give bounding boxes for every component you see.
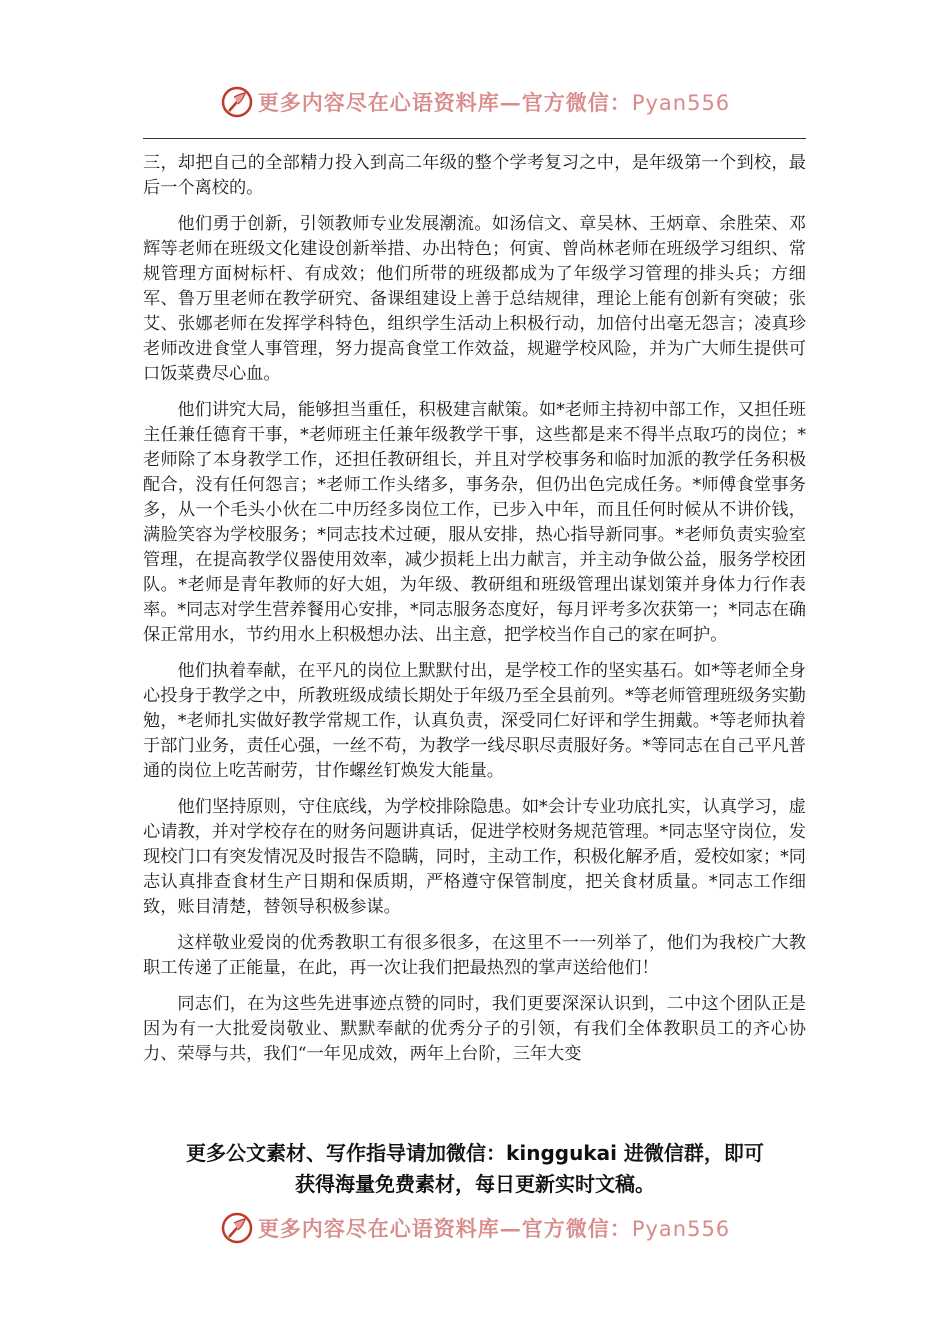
- paragraph: 他们执着奉献，在平凡的岗位上默默付出，是学校工作的坚实基石。如*等老师全身心投身于教学之中，所教班级成绩长期处于年级乃至全县前列。*等老师管理班级务实勤勉，*老师扎实做好教学常规工作，认真负责，深受同仁好评和学生拥戴。*等老师执着于部门业务，责任心强，一丝不苟，为教学一线尽职尽责服好务。*等同志在自己平凡普通的岗位上吃苦耐劳，甘作螺丝钉焕发大能量。: [143, 661, 806, 781]
- banner-account: Pyan556: [631, 91, 731, 115]
- paragraph: 这样敬业爱岗的优秀教职工有很多很多，在这里不一一列举了，他们为我校广大教职工传递了正能量，在此，再一次让我们把最热烈的掌声送给他们！: [143, 933, 806, 978]
- footer-banner: [0, 1208, 950, 1248]
- document-body: [143, 151, 806, 1119]
- header-banner: [0, 82, 950, 122]
- header-divider: [143, 138, 806, 139]
- paragraph: 他们勇于创新，引领教师专业发展潮流。如汤信文、章吴林、王炳章、余胜荣、邓辉等老师在班级文化建设创新举措、办出特色；何寅、曾尚林老师在班级学习组织、常规管理方面树标杆、有成效；他们所带的班级都成为了年级学习管理的排头兵；方细军、鲁万里老师在教学研究、备课组建设上善于总结规律，理论上能有创新有突破；张艾、张娜老师在发挥学科特色，组织学生活动上积极行动，加倍付出毫无怨言；凌真珍老师改进食堂人事管理，努力提高食堂工作效益，规避学校风险，并为广大师生提供可口饭菜费尽心血。: [143, 214, 806, 384]
- promo-line-2: 获得海量免费素材，每日更新实时文稿。: [295, 1172, 655, 1196]
- promo-notice: [130, 1138, 820, 1200]
- paragraph: 三，却把自己的全部精力投入到高二年级的整个学考复习之中，是年级第一个到校，最后一个离校的。: [143, 153, 806, 198]
- banner-text: 更多内容尽在心语资料库—官方微信：Pyan556: [257, 90, 731, 115]
- quill-logo-icon: [220, 1211, 254, 1245]
- paragraph: 他们坚持原则，守住底线，为学校排除隐患。如*会计专业功底扎实，认真学习，虚心请教，并对学校存在的财务问题讲真话，促进学校财务规范管理。*同志坚守岗位，发现校门口有突发情况及时报告不隐瞒，同时，主动工作，积极化解矛盾，爱校如家；*同志认真排查食材生产日期和保质期，严格遵守保管制度，把关食材质量。*同志工作细致，账目清楚，替领导积极参谋。: [143, 797, 806, 917]
- banner-account: Pyan556: [631, 1217, 731, 1241]
- quill-logo-icon: [220, 85, 254, 119]
- paragraph: 他们讲究大局，能够担当重任，积极建言献策。如*老师主持初中部工作，又担任班主任兼任德育干事，*老师班主任兼年级教学干事，这些都是来不得半点取巧的岗位；*老师除了本身教学工作，还担任教研组长，并且对学校事务和临时加派的教学任务积极配合，没有任何怨言；*老师工作头绪多，事务杂，但仍出色完成任务。*师傅食堂事务多，从一个毛头小伙在二中历经多岗位工作，已步入中年，而且任何时候从不讲价钱，满脸笑容为学校服务；*同志技术过硬，服从安排，热心指导新同事。*老师负责实验室管理，在提高教学仪器使用效率，减少损耗上出力献言，并主动争做公益，服务学校团队。*老师是青年教师的好大姐，为年级、教研组和班级管理出谋划策并身体力行作表率。*同志对学生营养餐用心安排，*同志服务态度好，每月评考多次获第一；*同志在确保正常用水，节约用水上积极想办法、出主意，把学校当作自己的家在呵护。: [143, 400, 806, 645]
- paragraph: 同志们，在为这些先进事迹点赞的同时，我们更要深深认识到，二中这个团队正是因为有一大批爱岗敬业、默默奉献的优秀分子的引领，有我们全体教职员工的齐心协力、荣辱与共，我们“一年见成效，两年上台阶，三年大变: [143, 994, 806, 1064]
- banner-text: 更多内容尽在心语资料库—官方微信：Pyan556: [257, 1216, 731, 1241]
- promo-line-1: 更多公文素材、写作指导请加微信：kinggukai 进微信群，即可: [186, 1141, 764, 1165]
